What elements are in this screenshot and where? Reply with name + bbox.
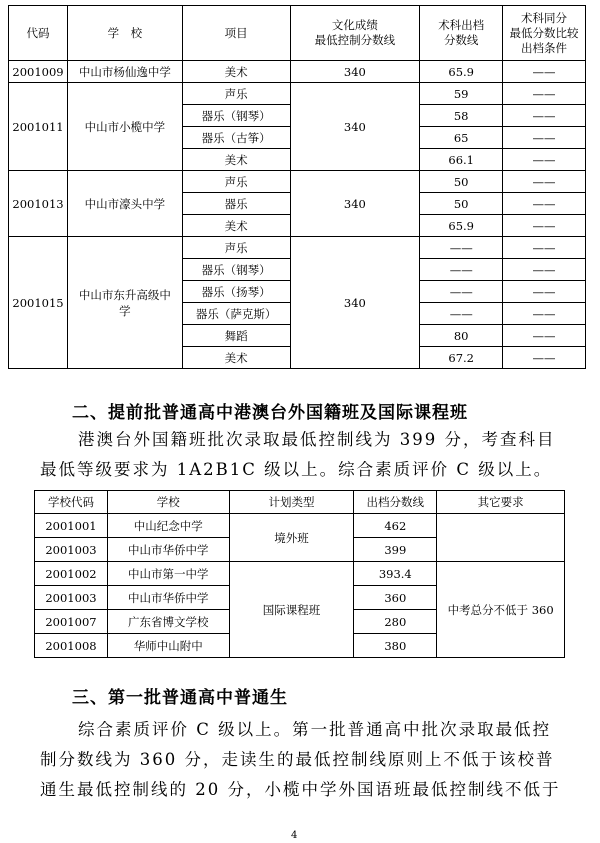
art-score: 80 — [420, 325, 503, 347]
tie-condition: —— — [503, 61, 586, 83]
tie-condition: —— — [503, 281, 586, 303]
tie-condition: —— — [503, 325, 586, 347]
admission-score: 399 — [354, 538, 437, 562]
header-plan-type: 计划类型 — [229, 491, 354, 514]
header-school-code: 学校代码 — [35, 491, 108, 514]
school-name: 中山市第一中学 — [107, 562, 229, 586]
admission-score: 462 — [354, 514, 437, 538]
tie-condition: —— — [503, 347, 586, 369]
section3-line-1: 综合素质评价 C 级以上。第一批普通高中批次录取最低控 — [78, 720, 552, 739]
header-code: 代码 — [9, 6, 68, 61]
school-code: 2001015 — [9, 237, 68, 369]
culture-score: 340 — [290, 83, 420, 171]
art-score: 67.2 — [420, 347, 503, 369]
culture-score: 340 — [290, 61, 420, 83]
art-item: 器乐 — [182, 193, 290, 215]
header-art-score: 术科出档 分数线 — [420, 6, 503, 61]
tie-condition: —— — [503, 237, 586, 259]
art-score: —— — [420, 237, 503, 259]
page-number: 4 — [291, 830, 298, 841]
table-header-row — [35, 491, 565, 514]
school-name: 中山纪念中学 — [107, 514, 229, 538]
header-item: 项目 — [182, 6, 290, 61]
tie-condition: —— — [503, 171, 586, 193]
school-code: 2001008 — [35, 634, 108, 658]
art-item: 声乐 — [182, 171, 290, 193]
section2-line-1: 港澳台外国籍班批次录取最低控制线为 399 分，考查科目 — [78, 430, 556, 449]
school-name: 中山市华侨中学 — [107, 538, 229, 562]
art-score: 58 — [420, 105, 503, 127]
header-score: 出档分数线 — [354, 491, 437, 514]
art-item: 美术 — [182, 347, 290, 369]
tie-condition: —— — [503, 105, 586, 127]
school-code: 2001001 — [35, 514, 108, 538]
art-item: 器乐（古筝） — [182, 127, 290, 149]
art-item: 美术 — [182, 215, 290, 237]
art-score: 65.9 — [420, 61, 503, 83]
tie-condition: —— — [503, 303, 586, 325]
header-tie-condition: 术科同分 最低分数比较 出档条件 — [503, 6, 586, 61]
table-row — [35, 514, 565, 538]
school-name: 中山市华侨中学 — [107, 586, 229, 610]
art-score: 59 — [420, 83, 503, 105]
section2-line-2: 最低等级要求为 1A2B1C 级以上。综合素质评价 C 级以上。 — [40, 460, 553, 479]
school-code: 2001003 — [35, 586, 108, 610]
school-name: 中山市小榄中学 — [67, 83, 182, 171]
international-class-table — [34, 490, 565, 658]
header-school: 学 校 — [67, 6, 182, 61]
art-item: 器乐（钢琴） — [182, 105, 290, 127]
art-score: 50 — [420, 171, 503, 193]
tie-condition: —— — [503, 127, 586, 149]
school-code: 2001003 — [35, 538, 108, 562]
school-name: 华师中山附中 — [107, 634, 229, 658]
art-item: 声乐 — [182, 83, 290, 105]
school-name: 中山市濠头中学 — [67, 171, 182, 237]
art-admission-table — [8, 5, 586, 369]
school-name: 广东省博文学校 — [107, 610, 229, 634]
art-score: 65 — [420, 127, 503, 149]
art-score: —— — [420, 259, 503, 281]
section3-line-3: 通生最低控制线的 20 分，小榄中学外国语班最低控制线不低于 — [40, 780, 561, 799]
header-culture-score: 文化成绩 最低控制分数线 — [290, 6, 420, 61]
art-item: 美术 — [182, 149, 290, 171]
art-score: 66.1 — [420, 149, 503, 171]
other-requirement-empty — [437, 514, 565, 562]
table-row — [9, 61, 586, 83]
art-item: 器乐（钢琴） — [182, 259, 290, 281]
art-score: —— — [420, 281, 503, 303]
art-score: —— — [420, 303, 503, 325]
school-name: 中山市东升高级中学 — [67, 237, 182, 369]
section3-heading: 三、第一批普通高中普通生 — [72, 688, 288, 708]
table-row — [9, 171, 586, 193]
school-code: 2001013 — [9, 171, 68, 237]
header-school: 学校 — [107, 491, 229, 514]
admission-score: 380 — [354, 634, 437, 658]
art-item: 声乐 — [182, 237, 290, 259]
section3-line-2: 制分数线为 360 分，走读生的最低控制线原则上不低于该校普 — [40, 750, 555, 769]
table-header-row — [9, 6, 586, 61]
culture-score: 340 — [290, 237, 420, 369]
tie-condition: —— — [503, 259, 586, 281]
art-item: 美术 — [182, 61, 290, 83]
table-row — [35, 562, 565, 586]
header-other: 其它要求 — [437, 491, 565, 514]
school-code: 2001009 — [9, 61, 68, 83]
admission-score: 360 — [354, 586, 437, 610]
art-score: 50 — [420, 193, 503, 215]
tie-condition: —— — [503, 215, 586, 237]
other-requirement: 中考总分不低于 360 — [437, 562, 565, 658]
tie-condition: —— — [503, 149, 586, 171]
section2-heading: 二、提前批普通高中港澳台外国籍班及国际课程班 — [72, 403, 468, 423]
plan-type-international: 国际课程班 — [229, 562, 354, 658]
school-name: 中山市杨仙逸中学 — [67, 61, 182, 83]
school-code: 2001011 — [9, 83, 68, 171]
art-item: 舞蹈 — [182, 325, 290, 347]
culture-score: 340 — [290, 171, 420, 237]
table-row — [9, 237, 586, 259]
art-item: 器乐（扬琴） — [182, 281, 290, 303]
tie-condition: —— — [503, 83, 586, 105]
plan-type-overseas: 境外班 — [229, 514, 354, 562]
admission-score: 280 — [354, 610, 437, 634]
school-code: 2001002 — [35, 562, 108, 586]
art-item: 器乐（萨克斯） — [182, 303, 290, 325]
table-row — [9, 83, 586, 105]
school-code: 2001007 — [35, 610, 108, 634]
tie-condition: —— — [503, 193, 586, 215]
admission-score: 393.4 — [354, 562, 437, 586]
art-score: 65.9 — [420, 215, 503, 237]
